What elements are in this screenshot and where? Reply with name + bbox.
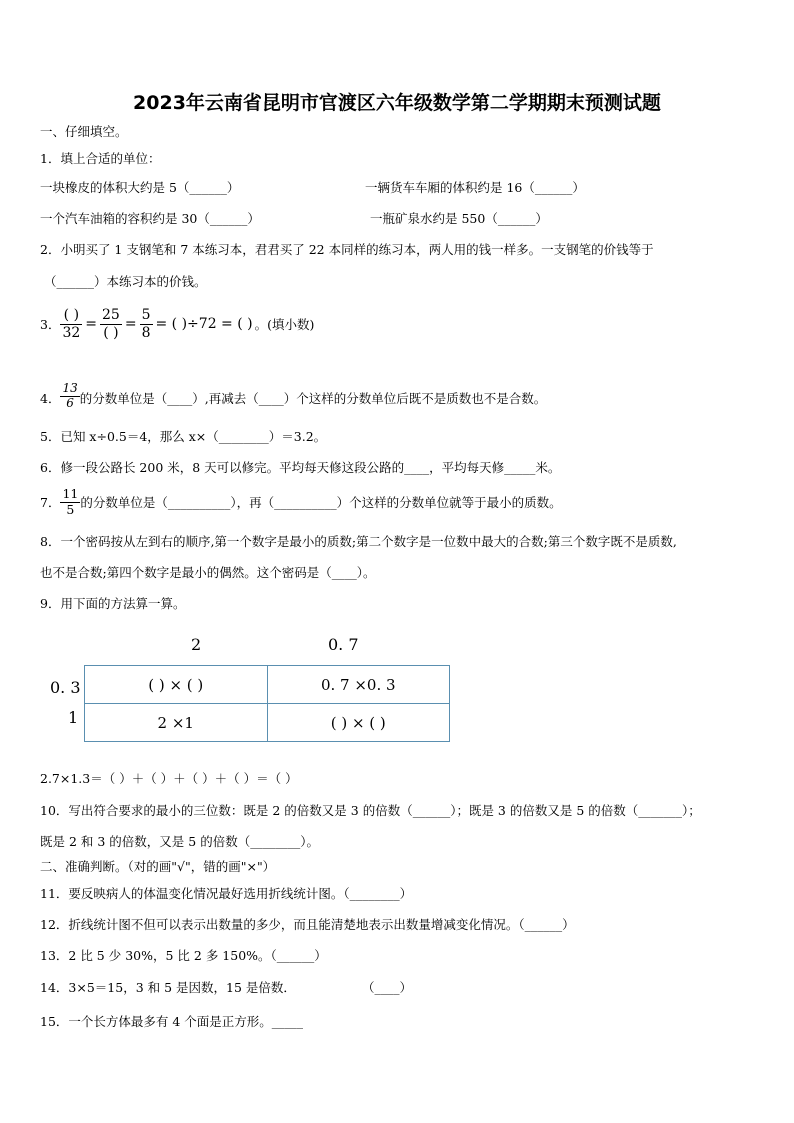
question-15: 15．一个长方体最多有 4 个面是正方形。_____ [40, 1014, 304, 1029]
equals-sign-2: = [124, 316, 137, 332]
question-4-numerator: 13 [62, 381, 78, 396]
section-heading-1: 一、仔细填空。 [40, 124, 128, 139]
question-4-label: 4． [40, 391, 61, 406]
question-3-label: 3． [40, 317, 61, 332]
question-4-fraction [60, 382, 79, 411]
question-11: 11．要反映病人的体温变化情况最好选用折线统计图。（________） [40, 886, 413, 901]
fraction-3-denominator: 8 [141, 324, 151, 341]
section-heading-2: 二、准确判断。（对的画"√"，错的画"×"） [40, 859, 276, 874]
question-13: 13．2 比 5 少 30%，5 比 2 多 150%。（______） [40, 948, 327, 963]
question-3-tail: = ( )÷72 = ( ) [155, 316, 253, 332]
fraction-1-numerator: ( ) [60, 307, 82, 324]
question-9-stem: 9．用下面的方法算一算。 [40, 596, 186, 611]
grid-top-label-left: 2 [191, 635, 202, 654]
question-2-line-2: （______）本练习本的价钱。 [44, 274, 207, 289]
question-2-line-1: 2．小明买了 1 支钢笔和 7 本练习本，君君买了 22 本同样的练习本，两人用的钱一样多。一支钢笔的价钱等于 [40, 242, 654, 257]
question-3-fraction-3 [140, 307, 153, 340]
question-1-stem: 1．填上合适的单位： [40, 151, 161, 166]
question-7-text: 的分数单位是（__________），再（__________）个这样的分数单位就等于最小的质数。 [80, 495, 562, 510]
multiplication-grid [84, 665, 450, 742]
question-4-text: 的分数单位是（____）,再减去（____）个这样的分数单位后既不是质数也不是合数。 [79, 391, 547, 406]
question-10-line-2: 既是 2 和 3 的倍数，又是 5 的倍数（________）。 [40, 834, 319, 849]
question-1-item-c: 一个汽车油箱的容积约是 30（______） [40, 211, 260, 226]
question-7-numerator: 11 [62, 486, 79, 502]
question-1-item-d: 一瓶矿泉水约是 550（______） [370, 211, 548, 226]
question-7-denominator: 5 [66, 501, 75, 517]
question-14-blank: （____） [362, 980, 413, 995]
question-9-equation: 2.7×1.3＝（ ）＋（ ）＋（ ）＋（ ）＝（ ） [40, 771, 298, 786]
grid-cell-top-right: 0. 7 ×0. 3 [267, 666, 450, 704]
grid-cell-bottom-left: 2 ×1 [85, 704, 268, 742]
question-1-item-b: 一辆货车车厢的体积约是 16（______） [365, 180, 585, 195]
question-3-note: 。(填小数) [254, 317, 315, 332]
question-3-fraction-2 [100, 307, 122, 340]
question-7-label: 7． [40, 495, 61, 510]
question-8-line-2: 也不是合数;第四个数字是最小的偶然。这个密码是（____）。 [40, 565, 376, 580]
question-3-fraction-1 [60, 307, 82, 340]
question-6: 6．修一段公路长 200 米，8 天可以修完。平均每天修这段公路的____，平均每天修_____米。 [40, 460, 561, 475]
fraction-1-denominator: 32 [62, 324, 81, 341]
question-7-fraction [60, 487, 80, 517]
fraction-3-numerator: 5 [141, 307, 151, 324]
grid-side-label-top: 0. 3 [50, 678, 81, 697]
question-14: 14．3×5＝15，3 和 5 是因数，15 是倍数． [40, 980, 296, 995]
question-1-item-a: 一块橡皮的体积大约是 5（______） [40, 180, 240, 195]
question-5: 5．已知 x÷0.5＝4，那么 x×（________）＝3.2。 [40, 429, 327, 444]
grid-cell-bottom-right: ( ) × ( ) [267, 704, 450, 742]
grid-side-label-bottom: 1 [68, 708, 79, 727]
question-4 [40, 366, 546, 410]
fraction-2-numerator: 25 [102, 307, 120, 324]
page-title: 2023年云南省昆明市官渡区六年级数学第二学期期末预测试题 [133, 92, 661, 114]
grid-cell-top-left: ( ) × ( ) [85, 666, 268, 704]
question-8-line-1: 8．一个密码按从左到右的顺序,第一个数字是最小的质数;第二个数字是一位数中最大的合数;第三个数字既不是质数, [40, 534, 677, 549]
question-12: 12．折线统计图不但可以表示出数量的多少，而且能清楚地表示出数量增减变化情况。（______） [40, 917, 575, 932]
fraction-2-denominator: ( ) [103, 324, 119, 341]
question-4-denominator: 6 [66, 396, 74, 411]
grid-top-label-right: 0. 7 [328, 635, 359, 654]
equals-sign-1: = [85, 316, 98, 332]
question-7 [40, 484, 562, 520]
question-10-line-1: 10．写出符合要求的最小的三位数：既是 2 的倍数又是 3 的倍数（______）；既是 3 的倍数又是 5 的倍数（_______）； [40, 803, 701, 818]
question-3 [40, 302, 314, 346]
